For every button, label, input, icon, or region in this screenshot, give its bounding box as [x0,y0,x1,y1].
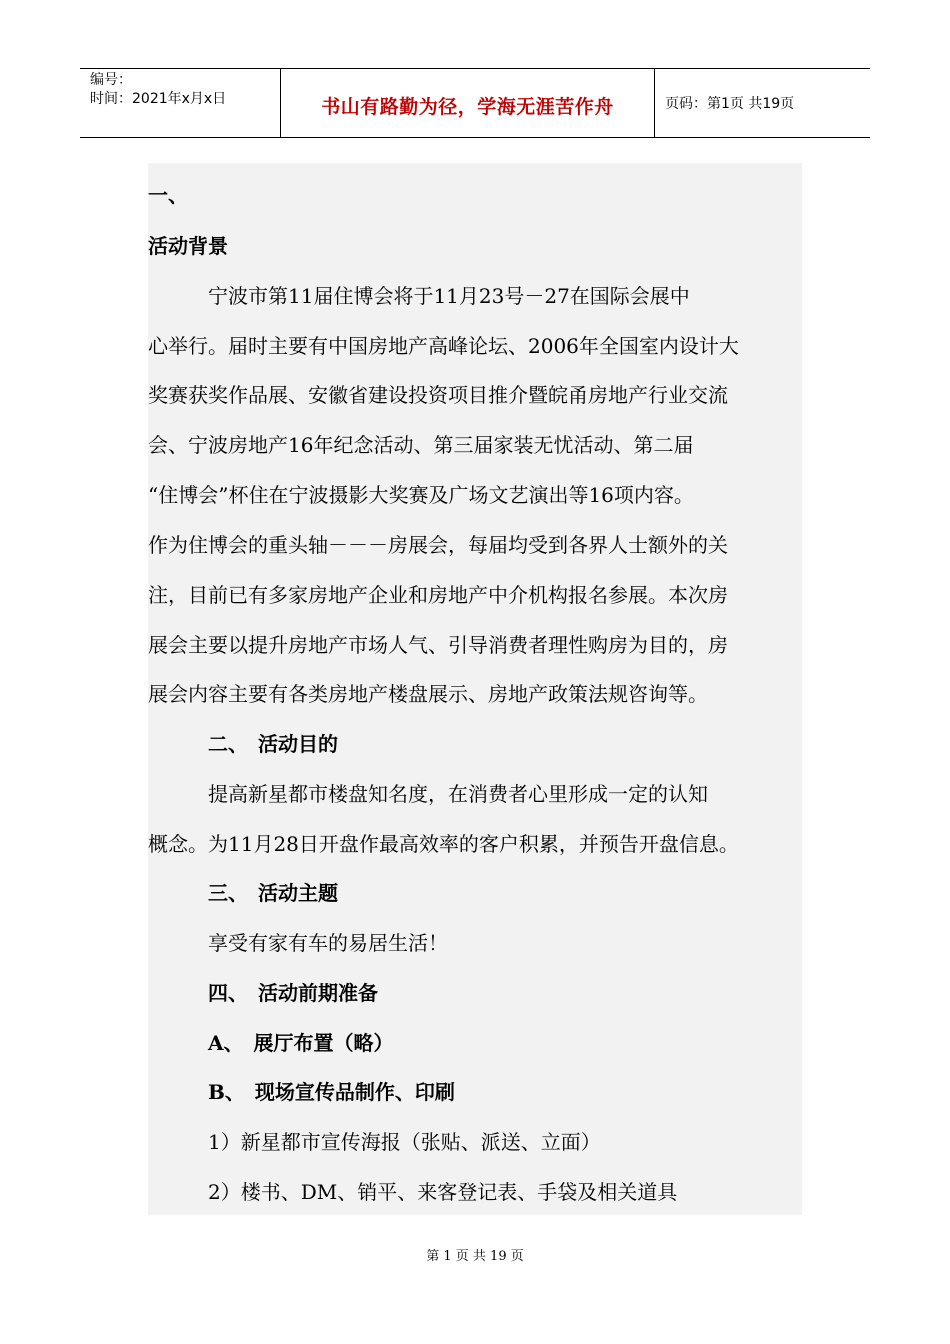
document-header [80,68,870,138]
section-heading-purpose: 二、 活动目的 [148,732,338,756]
list-item: 2）楼书、DM、销平、来客登记表、手袋及相关道具 [148,1180,678,1204]
section-heading-theme: 三、 活动主题 [148,881,338,905]
paragraph-line: 宁波市第11届住博会将于11月23号－27在国际会展中 [148,284,690,308]
paragraph-line: 提高新星都市楼盘知名度，在消费者心里形成一定的认知 [148,782,708,806]
paragraph-line: 心举行。届时主要有中国房地产高峰论坛、2006年全国室内设计大 [148,334,739,358]
motto-text: 书山有路勤为径，学海无涯苦作舟 [321,95,614,118]
page-footer: 第 1 页 共 19 页 [426,1249,524,1264]
subsection-heading-a: A、 展厅布置（略） [148,1031,394,1055]
section-heading-background: 活动背景 [148,234,228,258]
header-motto-cell [281,69,655,137]
header-page-info [655,69,870,137]
document-body [148,163,802,1215]
paragraph-line: “住博会”杯住在宁波摄影大奖赛及广场文艺演出等16项内容。 [148,483,694,507]
header-meta [80,69,281,137]
paragraph-line: 展会主要以提升房地产市场人气、引导消费者理性购房为目的，房 [148,633,728,657]
paragraph-line: 会、宁波房地产16年纪念活动、第三届家装无忧活动、第二届 [148,433,694,457]
section-number-one: 一、 [148,183,188,207]
paragraph-line: 展会内容主要有各类房地产楼盘展示、房地产政策法规咨询等。 [148,682,708,706]
date-label: 时间：2021年x月x日 [90,91,227,107]
section-heading-preparation: 四、 活动前期准备 [148,981,378,1005]
list-item: 1）新星都市宣传海报（张贴、派送、立面） [148,1130,601,1154]
paragraph-line: 作为住博会的重头轴－－－房展会，每届均受到各界人士额外的关 [148,533,728,557]
paragraph-line: 奖赛获奖作品展、安徽省建设投资项目推介暨皖甬房地产行业交流 [148,383,728,407]
paragraph-line: 注，目前已有多家房地产企业和房地产中介机构报名参展。本次房 [148,583,728,607]
number-label: 编号： [90,72,132,88]
subsection-heading-b: B、 现场宣传品制作、印刷 [148,1080,455,1104]
paragraph-line: 概念。为11月28日开盘作最高效率的客户积累，并预告开盘信息。 [148,832,739,856]
paragraph-line: 享受有家有车的易居生活！ [148,931,448,955]
page-info-text: 页码：第1页 共19页 [665,96,795,112]
